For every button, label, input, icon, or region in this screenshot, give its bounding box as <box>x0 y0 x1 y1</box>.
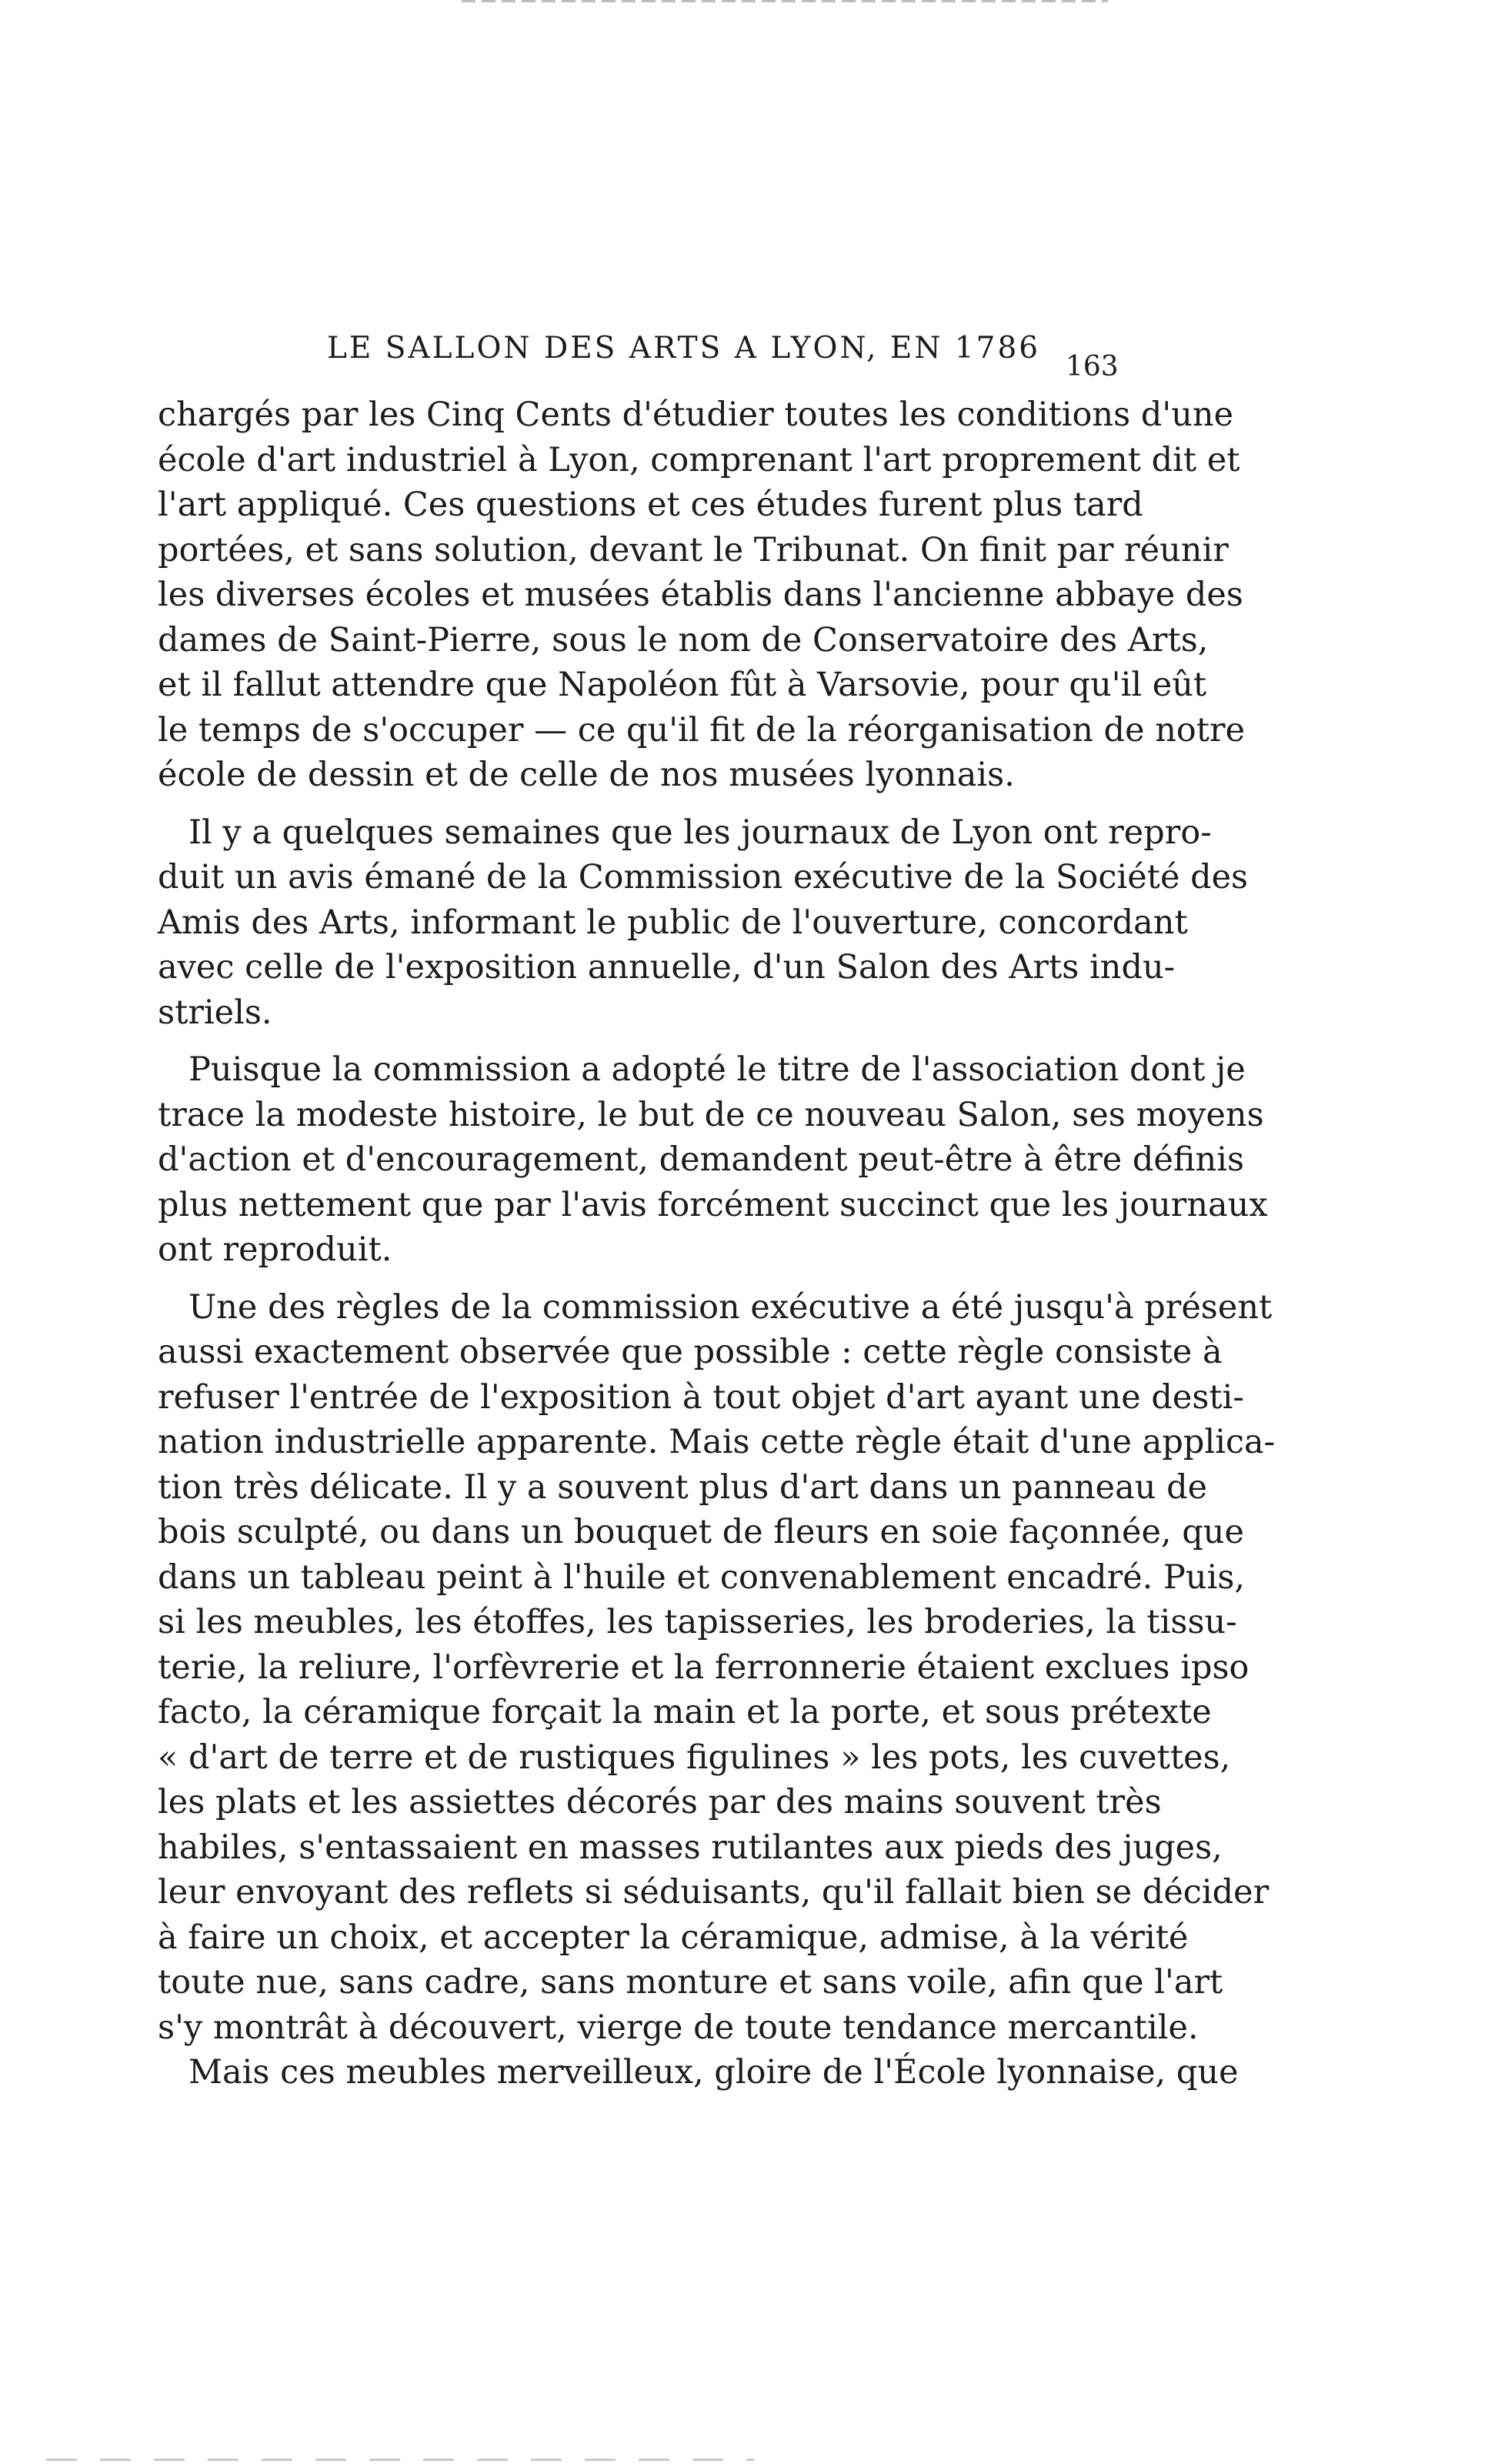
text-line: dames de Saint-Pierre, sous le nom de Conservatoire des Arts, <box>158 620 1209 659</box>
text-line: à faire un choix, et accepter la céramique, admise, à la vérité <box>158 1918 1189 1957</box>
text-line: si les meubles, les étoffes, les tapisseries, les broderies, la tissu- <box>158 1603 1237 1641</box>
bottom-edge-rule <box>46 2459 754 2461</box>
text-line: chargés par les Cinq Cents d'étudier toutes les conditions d'une <box>158 396 1234 434</box>
text-line: les diverses écoles et musées établis dans l'ancienne abbaye des <box>158 576 1243 614</box>
text-line: ont reproduit. <box>158 1230 392 1269</box>
text-line: l'art appliqué. Ces questions et ces études furent plus tard <box>158 486 1143 524</box>
body-text <box>158 392 1276 2095</box>
text-line: s'y montrât à découvert, vierge de toute tendance mercantile. <box>158 2008 1199 2047</box>
text-line: toute nue, sans cadre, sans monture et sans voile, afin que l'art <box>158 1963 1223 2002</box>
text-line: Mais ces meubles merveilleux, gloire de l'École lyonnaise, que <box>188 2053 1239 2092</box>
page-number: 163 <box>1066 351 1119 382</box>
text-line: école de dessin et de celle de nos musées lyonnais. <box>158 756 1015 794</box>
text-line: Une des règles de la commission exécutive a été jusqu'à présent <box>188 1287 1273 1327</box>
text-line: terie, la reliure, l'orfèvrerie et la ferronnerie étaient exclues ipso <box>158 1648 1249 1687</box>
text-line: le temps de s'occuper — ce qu'il fit de la réorganisation de notre <box>158 710 1246 750</box>
text-line: école d'art industriel à Lyon, comprenant l'art proprement dit et <box>158 440 1240 479</box>
running-title: LE SALLON DES ARTS A LYON, EN 1786 <box>327 331 1041 366</box>
text-line: avec celle de l'exposition annuelle, d'un Salon des Arts indu- <box>158 948 1176 987</box>
text-line: d'action et d'encouragement, demandent peut-être à être définis <box>158 1140 1245 1179</box>
text-line: les plats et les assiettes décorés par des mains souvent très <box>158 1783 1162 1821</box>
text-line: leur envoyant des reflets si séduisants, qu'il fallait bien se décider <box>158 1873 1269 1911</box>
text-line: habiles, s'entassaient en masses rutilantes aux pieds des juges, <box>158 1828 1223 1867</box>
text-line: portées, et sans solution, devant le Tribunat. On finit par réunir <box>158 530 1229 569</box>
text-line: plus nettement que par l'avis forcément succinct que les journaux <box>158 1185 1268 1224</box>
text-line: nation industrielle apparente. Mais cette règle était d'une applica- <box>158 1423 1276 1461</box>
text-line: Il y a quelques semaines que les journaux de Lyon ont repro- <box>188 813 1212 852</box>
text-line: facto, la céramique forçait la main et la porte, et sous prétexte <box>158 1693 1212 1731</box>
text-line: duit un avis émané de la Commission exécutive de la Société des <box>158 858 1249 896</box>
text-line: et il fallut attendre que Napoléon fût à Varsovie, pour qu'il eût <box>158 666 1207 704</box>
text-line: trace la modeste histoire, le but de ce nouveau Salon, ses moyens <box>158 1095 1264 1134</box>
text-line: dans un tableau peint à l'huile et convenablement encadré. Puis, <box>158 1558 1246 1597</box>
text-line: tion très délicate. Il y a souvent plus d'art dans un panneau de <box>158 1467 1208 1507</box>
text-line: bois sculpté, ou dans un bouquet de fleurs en soie façonnée, que <box>158 1513 1244 1551</box>
text-line: aussi exactement observée que possible : cette règle consiste à <box>158 1333 1223 1371</box>
text-line: Amis des Arts, informant le public de l'ouverture, concordant <box>158 903 1188 942</box>
text-line: Puisque la commission a adopté le titre de l'association dont je <box>188 1050 1246 1089</box>
top-edge-rule <box>462 0 1108 2</box>
text-line: « d'art de terre et de rustiques figulines » les pots, les cuvettes, <box>158 1738 1231 1777</box>
text-line: refuser l'entrée de l'exposition à tout objet d'art ayant une desti- <box>158 1377 1244 1417</box>
text-line: striels. <box>158 993 272 1032</box>
